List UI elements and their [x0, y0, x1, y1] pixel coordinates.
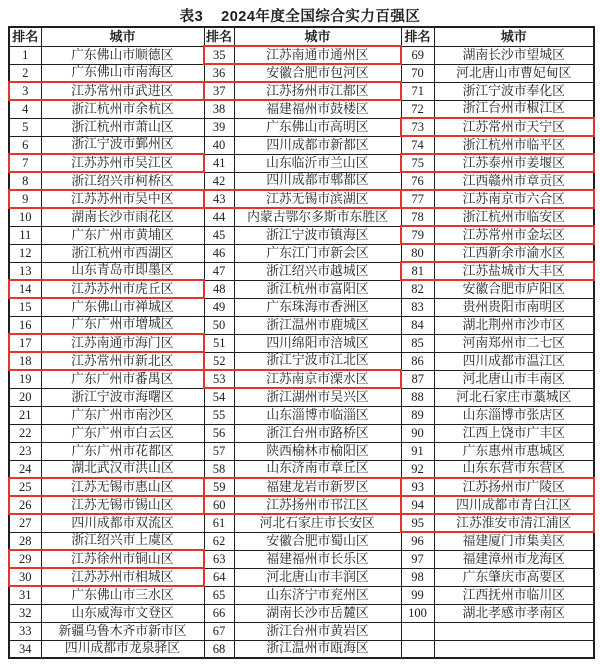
city-cell: 广东佛山市南海区: [41, 64, 204, 82]
rank-cell: 20: [9, 388, 41, 406]
city-cell: 广东佛山市禅城区: [41, 298, 204, 316]
city-cell: 江苏苏州市吴中区: [41, 190, 204, 208]
rank-cell: 82: [401, 280, 434, 298]
rank-cell: 76: [401, 172, 434, 190]
city-cell: 浙江绍兴市越城区: [234, 262, 401, 280]
city-cell: 河北石家庄市藁城区: [434, 388, 594, 406]
table-row: [9, 280, 594, 298]
city-cell: 陕西榆林市榆阳区: [234, 442, 401, 460]
rank-cell: 71: [401, 82, 434, 100]
rank-cell: 70: [401, 64, 434, 82]
rank-cell: 30: [9, 568, 41, 586]
table-tag: 表3: [179, 9, 204, 25]
city-cell: 江苏常州市天宁区: [434, 118, 594, 136]
city-cell: 浙江绍兴市上虞区: [41, 532, 204, 550]
header-cell-city: 城市: [434, 27, 594, 46]
rank-cell: 35: [204, 46, 234, 64]
city-cell: 湖南长沙市雨花区: [41, 208, 204, 226]
city-cell: 江西上饶市广丰区: [434, 424, 594, 442]
city-cell: 山东济南市章丘区: [234, 460, 401, 478]
table-row: [9, 388, 594, 406]
rank-cell: 72: [401, 100, 434, 118]
city-cell: 浙江宁波市奉化区: [434, 82, 594, 100]
table-row: [9, 226, 594, 244]
rank-cell: 75: [401, 154, 434, 172]
city-cell: 广东佛山市顺德区: [41, 46, 204, 64]
rank-cell: 59: [204, 478, 234, 496]
rank-cell: 62: [204, 532, 234, 550]
table-row: [9, 370, 594, 388]
city-cell: 湖南长沙市望城区: [434, 46, 594, 64]
rank-cell: 9: [9, 190, 41, 208]
city-cell: 江苏常州市新北区: [41, 352, 204, 370]
rank-cell: 78: [401, 208, 434, 226]
rank-cell: 12: [9, 244, 41, 262]
rank-cell: 100: [401, 604, 434, 622]
rank-cell: 47: [204, 262, 234, 280]
rank-cell: 49: [204, 298, 234, 316]
city-cell: 江西新余市渝水区: [434, 244, 594, 262]
city-cell: 山东威海市文登区: [41, 604, 204, 622]
rank-cell: 45: [204, 226, 234, 244]
city-cell: 江苏苏州市相城区: [41, 568, 204, 586]
rank-cell: 41: [204, 154, 234, 172]
city-cell: 湖北荆州市沙市区: [434, 316, 594, 334]
city-cell: 江苏无锡市锡山区: [41, 496, 204, 514]
city-cell: 山东淄博市张店区: [434, 406, 594, 424]
rank-cell: 65: [204, 586, 234, 604]
rank-cell: 39: [204, 118, 234, 136]
city-cell: 江苏淮安市清江浦区: [434, 514, 594, 532]
rank-cell: 24: [9, 460, 41, 478]
rank-cell: 36: [204, 64, 234, 82]
city-cell: 江苏无锡市惠山区: [41, 478, 204, 496]
rank-cell: 25: [9, 478, 41, 496]
rank-cell: 21: [9, 406, 41, 424]
city-cell: 广东惠州市惠城区: [434, 442, 594, 460]
rank-cell: 74: [401, 136, 434, 154]
rank-cell: 52: [204, 352, 234, 370]
city-cell: 四川成都市青白江区: [434, 496, 594, 514]
city-cell: 安徽合肥市包河区: [234, 64, 401, 82]
rank-cell: 99: [401, 586, 434, 604]
city-cell: 浙江杭州市萧山区: [41, 118, 204, 136]
city-cell: 山东淄博市临淄区: [234, 406, 401, 424]
table-row: [9, 514, 594, 532]
city-cell: 湖北孝感市孝南区: [434, 604, 594, 622]
rank-cell: 14: [9, 280, 41, 298]
table-row: [9, 136, 594, 154]
city-cell: 江苏南京市六合区: [434, 190, 594, 208]
city-cell: 江苏泰州市姜堰区: [434, 154, 594, 172]
table-row: [9, 190, 594, 208]
city-cell: 广东广州市南沙区: [41, 406, 204, 424]
city-cell: 广东广州市黄埔区: [41, 226, 204, 244]
rank-cell: 98: [401, 568, 434, 586]
city-cell: 河南郑州市二七区: [434, 334, 594, 352]
city-cell: 广东广州市增城区: [41, 316, 204, 334]
rank-cell: 5: [9, 118, 41, 136]
city-cell: 江苏徐州市铜山区: [41, 550, 204, 568]
rank-cell: 40: [204, 136, 234, 154]
city-cell: 内蒙古鄂尔多斯市东胜区: [234, 208, 401, 226]
rank-cell: 32: [9, 604, 41, 622]
city-cell: 江苏南京市溧水区: [234, 370, 401, 388]
city-cell: 江苏扬州市广陵区: [434, 478, 594, 496]
rank-cell: 6: [9, 136, 41, 154]
city-cell: 河北石家庄市长安区: [234, 514, 401, 532]
rank-cell: 8: [9, 172, 41, 190]
city-cell: 贵州贵阳市南明区: [434, 298, 594, 316]
rank-cell: 23: [9, 442, 41, 460]
rank-cell: 67: [204, 622, 234, 640]
city-cell: 浙江杭州市临平区: [434, 136, 594, 154]
rank-cell: 51: [204, 334, 234, 352]
rank-cell: 88: [401, 388, 434, 406]
header-cell-city: 城市: [41, 27, 204, 46]
rank-cell: 87: [401, 370, 434, 388]
table-title-text: 2024年度全国综合实力百强区: [221, 9, 421, 25]
rank-cell: 50: [204, 316, 234, 334]
rank-cell: 42: [204, 172, 234, 190]
city-cell: 浙江宁波市鄞州区: [41, 136, 204, 154]
table-row: [9, 496, 594, 514]
rank-cell: 46: [204, 244, 234, 262]
table-row: [9, 118, 594, 136]
rank-cell: 11: [9, 226, 41, 244]
city-cell: 山东济宁市兖州区: [234, 586, 401, 604]
rank-cell: 61: [204, 514, 234, 532]
rank-cell: 28: [9, 532, 41, 550]
rank-cell: 60: [204, 496, 234, 514]
city-cell: 河北唐山市丰润区: [234, 568, 401, 586]
city-cell: 山东青岛市即墨区: [41, 262, 204, 280]
rank-cell: 4: [9, 100, 41, 118]
city-cell: 浙江湖州市吴兴区: [234, 388, 401, 406]
rank-cell: 91: [401, 442, 434, 460]
table-row: [9, 82, 594, 100]
city-cell: 山东东营市东营区: [434, 460, 594, 478]
rank-cell: [401, 622, 434, 640]
table-row: [9, 550, 594, 568]
rank-cell: 80: [401, 244, 434, 262]
city-cell: 四川成都市新都区: [234, 136, 401, 154]
city-cell: 浙江温州市瓯海区: [234, 640, 401, 658]
city-cell: 湖南长沙市岳麓区: [234, 604, 401, 622]
city-cell: 新疆乌鲁木齐市新市区: [41, 622, 204, 640]
city-cell: 江苏南通市海门区: [41, 334, 204, 352]
city-cell: 江苏盐城市大丰区: [434, 262, 594, 280]
table-row: [9, 442, 594, 460]
city-cell: 山东临沂市兰山区: [234, 154, 401, 172]
rank-cell: 97: [401, 550, 434, 568]
rank-cell: [401, 640, 434, 658]
table-row: [9, 316, 594, 334]
city-cell: 四川绵阳市涪城区: [234, 334, 401, 352]
rank-cell: 48: [204, 280, 234, 298]
city-cell: 浙江温州市鹿城区: [234, 316, 401, 334]
rank-cell: 1: [9, 46, 41, 64]
table-row: [9, 244, 594, 262]
city-cell: 江苏常州市武进区: [41, 82, 204, 100]
table-row: [9, 100, 594, 118]
city-cell: 江苏扬州市邗江区: [234, 496, 401, 514]
table-header-row: [9, 27, 594, 46]
city-cell: 广东广州市花都区: [41, 442, 204, 460]
city-cell: [434, 640, 594, 658]
city-cell: 四川成都市温江区: [434, 352, 594, 370]
city-cell: [434, 622, 594, 640]
rank-cell: 53: [204, 370, 234, 388]
rank-cell: 68: [204, 640, 234, 658]
rank-cell: 2: [9, 64, 41, 82]
table-row: [9, 46, 594, 64]
city-cell: 江苏扬州市江都区: [234, 82, 401, 100]
rank-cell: 7: [9, 154, 41, 172]
rank-cell: 3: [9, 82, 41, 100]
city-cell: 江西抚州市临川区: [434, 586, 594, 604]
city-cell: 浙江台州市黄岩区: [234, 622, 401, 640]
table-row: [9, 622, 594, 640]
rank-cell: 43: [204, 190, 234, 208]
table-row: [9, 568, 594, 586]
city-cell: 江苏苏州市虎丘区: [41, 280, 204, 298]
table-row: [9, 172, 594, 190]
table-row: [9, 604, 594, 622]
rank-cell: 81: [401, 262, 434, 280]
rank-cell: 84: [401, 316, 434, 334]
rank-cell: 85: [401, 334, 434, 352]
city-cell: 浙江杭州市富阳区: [234, 280, 401, 298]
rank-cell: 63: [204, 550, 234, 568]
city-cell: 湖北武汉市洪山区: [41, 460, 204, 478]
city-cell: 福建福州市长乐区: [234, 550, 401, 568]
header-cell-rank: 排名: [401, 27, 434, 46]
rank-cell: 79: [401, 226, 434, 244]
table-row: [9, 298, 594, 316]
city-cell: 福建龙岩市新罗区: [234, 478, 401, 496]
table-row: [9, 64, 594, 82]
rank-cell: 93: [401, 478, 434, 496]
rank-cell: 57: [204, 442, 234, 460]
city-cell: 福建漳州市龙海区: [434, 550, 594, 568]
rank-cell: 16: [9, 316, 41, 334]
city-cell: 四川成都市双流区: [41, 514, 204, 532]
city-cell: 浙江绍兴市柯桥区: [41, 172, 204, 190]
rank-cell: 19: [9, 370, 41, 388]
rank-cell: 44: [204, 208, 234, 226]
table-row: [9, 460, 594, 478]
table-row: [9, 532, 594, 550]
city-cell: 福建厦门市集美区: [434, 532, 594, 550]
city-cell: 江苏苏州市吴江区: [41, 154, 204, 172]
city-cell: 江西赣州市章贡区: [434, 172, 594, 190]
city-cell: 江苏无锡市滨湖区: [234, 190, 401, 208]
table-row: [9, 352, 594, 370]
rank-cell: 18: [9, 352, 41, 370]
city-cell: 广东珠海市香洲区: [234, 298, 401, 316]
city-cell: 浙江台州市椒江区: [434, 100, 594, 118]
rank-cell: 94: [401, 496, 434, 514]
rank-cell: 10: [9, 208, 41, 226]
rank-cell: 56: [204, 424, 234, 442]
table-row: [9, 334, 594, 352]
table-row: [9, 424, 594, 442]
city-cell: 浙江杭州市临安区: [434, 208, 594, 226]
city-cell: 浙江宁波市海曙区: [41, 388, 204, 406]
table-row: [9, 640, 594, 658]
header-cell-city: 城市: [234, 27, 401, 46]
city-cell: 江苏常州市金坛区: [434, 226, 594, 244]
city-cell: 广东江门市新会区: [234, 244, 401, 262]
rank-cell: 15: [9, 298, 41, 316]
city-cell: 广东佛山市高明区: [234, 118, 401, 136]
rank-cell: 83: [401, 298, 434, 316]
table-row: [9, 208, 594, 226]
city-cell: 江苏南通市通州区: [234, 46, 401, 64]
rank-cell: 37: [204, 82, 234, 100]
rank-cell: 64: [204, 568, 234, 586]
rank-cell: 22: [9, 424, 41, 442]
rank-cell: 13: [9, 262, 41, 280]
header-cell-rank: 排名: [9, 27, 41, 46]
rank-cell: 92: [401, 460, 434, 478]
city-cell: 浙江杭州市西湖区: [41, 244, 204, 262]
table-row: [9, 478, 594, 496]
rank-cell: 89: [401, 406, 434, 424]
rank-cell: 69: [401, 46, 434, 64]
header-cell-rank: 排名: [205, 29, 232, 44]
top100-table: [8, 26, 595, 659]
rank-cell: 54: [204, 388, 234, 406]
city-cell: 浙江杭州市余杭区: [41, 100, 204, 118]
city-cell: 安徽合肥市蜀山区: [234, 532, 401, 550]
rank-cell: 27: [9, 514, 41, 532]
city-cell: 河北唐山市曹妃甸区: [434, 64, 594, 82]
city-cell: 广东广州市白云区: [41, 424, 204, 442]
rank-cell: 58: [204, 460, 234, 478]
table-body: [9, 46, 594, 658]
table-row: [9, 262, 594, 280]
rank-cell: 95: [401, 514, 434, 532]
city-cell: 福建福州市鼓楼区: [234, 100, 401, 118]
rank-cell: 90: [401, 424, 434, 442]
city-cell: 浙江宁波市镇海区: [234, 226, 401, 244]
city-cell: 广东佛山市三水区: [41, 586, 204, 604]
rank-cell: 86: [401, 352, 434, 370]
city-cell: 四川成都市龙泉驿区: [41, 640, 204, 658]
rank-cell: 73: [401, 118, 434, 136]
rank-cell: 66: [204, 604, 234, 622]
city-cell: 安徽合肥市庐阳区: [434, 280, 594, 298]
city-cell: 浙江台州市路桥区: [234, 424, 401, 442]
rank-cell: 17: [9, 334, 41, 352]
table-row: [9, 154, 594, 172]
page-title: [0, 0, 600, 26]
city-cell: 四川成都市郫都区: [234, 172, 401, 190]
city-cell: 广东广州市番禺区: [41, 370, 204, 388]
table-row: [9, 586, 594, 604]
city-cell: 河北唐山市丰南区: [434, 370, 594, 388]
rank-cell: 77: [401, 190, 434, 208]
rank-cell: 33: [9, 622, 41, 640]
rank-cell: 55: [204, 406, 234, 424]
rank-cell: 29: [9, 550, 41, 568]
rank-cell: 31: [9, 586, 41, 604]
city-cell: 广东肇庆市高要区: [434, 568, 594, 586]
city-cell: 浙江宁波市江北区: [234, 352, 401, 370]
rank-cell: 96: [401, 532, 434, 550]
rank-cell: 34: [9, 640, 41, 658]
rank-cell: 26: [9, 496, 41, 514]
table-row: [9, 406, 594, 424]
rank-cell: 38: [204, 100, 234, 118]
